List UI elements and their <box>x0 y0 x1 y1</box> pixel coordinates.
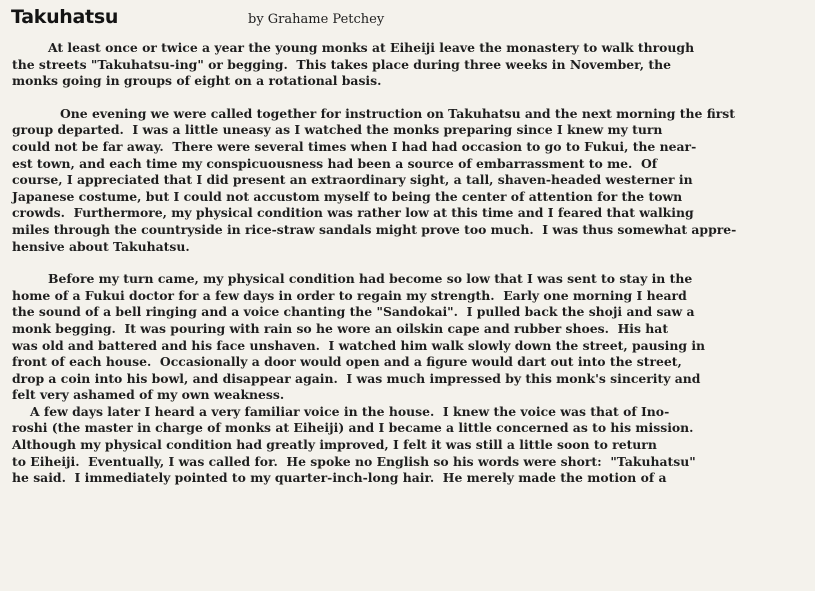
text-line: Before my turn came, my physical condition had become so low that I was sent to stay in the <box>48 271 693 287</box>
text-line: Japanese costume, but I could not accustom myself to being the center of attention for the town <box>12 188 683 204</box>
text-line: Although my physical condition had greatly improved, I felt it was still a little soon to return <box>12 437 657 453</box>
text-line: roshi (the master in charge of monks at Eiheiji) and I became a little concerned as to his mission. <box>12 420 694 436</box>
text-line: A few days later I heard a very familiar voice in the house. I knew the voice was that of Ino- <box>30 403 670 419</box>
text-line: group departed. I was a little uneasy as I watched the monks preparing since I knew my turn <box>12 122 663 138</box>
text-line: was old and battered and his face unshaven. I watched him walk slowly down the street, pausing in <box>12 337 706 353</box>
text-line: drop a coin into his bowl, and disappear again. I was much impressed by this monk's sincerity and <box>12 370 701 386</box>
article-byline: by Grahame Petchey <box>248 12 385 27</box>
text-line: One evening we were called together for instruction on Takuhatsu and the next morning the first <box>60 105 735 121</box>
paragraph-1 <box>0 40 815 90</box>
text-line: monk begging. It was pouring with rain so he wore an oilskin cape and rubber shoes. His hat <box>12 320 669 336</box>
text-line: hensive about Takuhatsu. <box>12 238 190 254</box>
text-line: he said. I immediately pointed to my quarter-inch-long hair. He merely made the motion of a <box>12 470 667 486</box>
text-line: the sound of a bell ringing and a voice chanting the "Sandokai". I pulled back the shoji and saw a <box>12 304 695 320</box>
text-line: crowds. Furthermore, my physical condition was rather low at this time and I feared that walking <box>12 205 694 221</box>
text-line: front of each house. Occasionally a door would open and a figure would dart out into the street, <box>12 354 682 370</box>
text-line: home of a Fukui doctor for a few days in order to regain my strength. Early one morning I heard <box>12 287 687 303</box>
text-line: est town, and each time my conspicuousness had been a source of embarrassment to me. Of <box>12 155 658 171</box>
article-title: Takuhatsu <box>11 6 119 28</box>
paragraph-2 <box>0 106 815 255</box>
text-line: course, I appreciated that I did present an extraordinary sight, a tall, shaven-headed westerner in <box>12 172 693 188</box>
text-line: the streets "Takuhatsu-ing" or begging. This takes place during three weeks in November, the <box>12 56 672 72</box>
article-body <box>0 40 815 487</box>
text-line: could not be far away. There were several times when I had had occasion to go to Fukui, the near- <box>12 138 697 154</box>
text-line: miles through the countryside in rice-straw sandals might prove too much. I was thus somewhat appre- <box>12 221 737 237</box>
text-line: to Eiheiji. Eventually, I was called for. He spoke no English so his words were short: "Takuhatsu" <box>12 453 696 469</box>
text-line: At least once or twice a year the young monks at Eiheiji leave the monastery to walk through <box>48 40 695 55</box>
paragraph-4 <box>0 404 815 487</box>
paragraph-3 <box>0 271 815 404</box>
text-line: felt very ashamed of my own weakness. <box>12 387 285 403</box>
text-line: monks going in groups of eight on a rotational basis. <box>12 73 382 89</box>
